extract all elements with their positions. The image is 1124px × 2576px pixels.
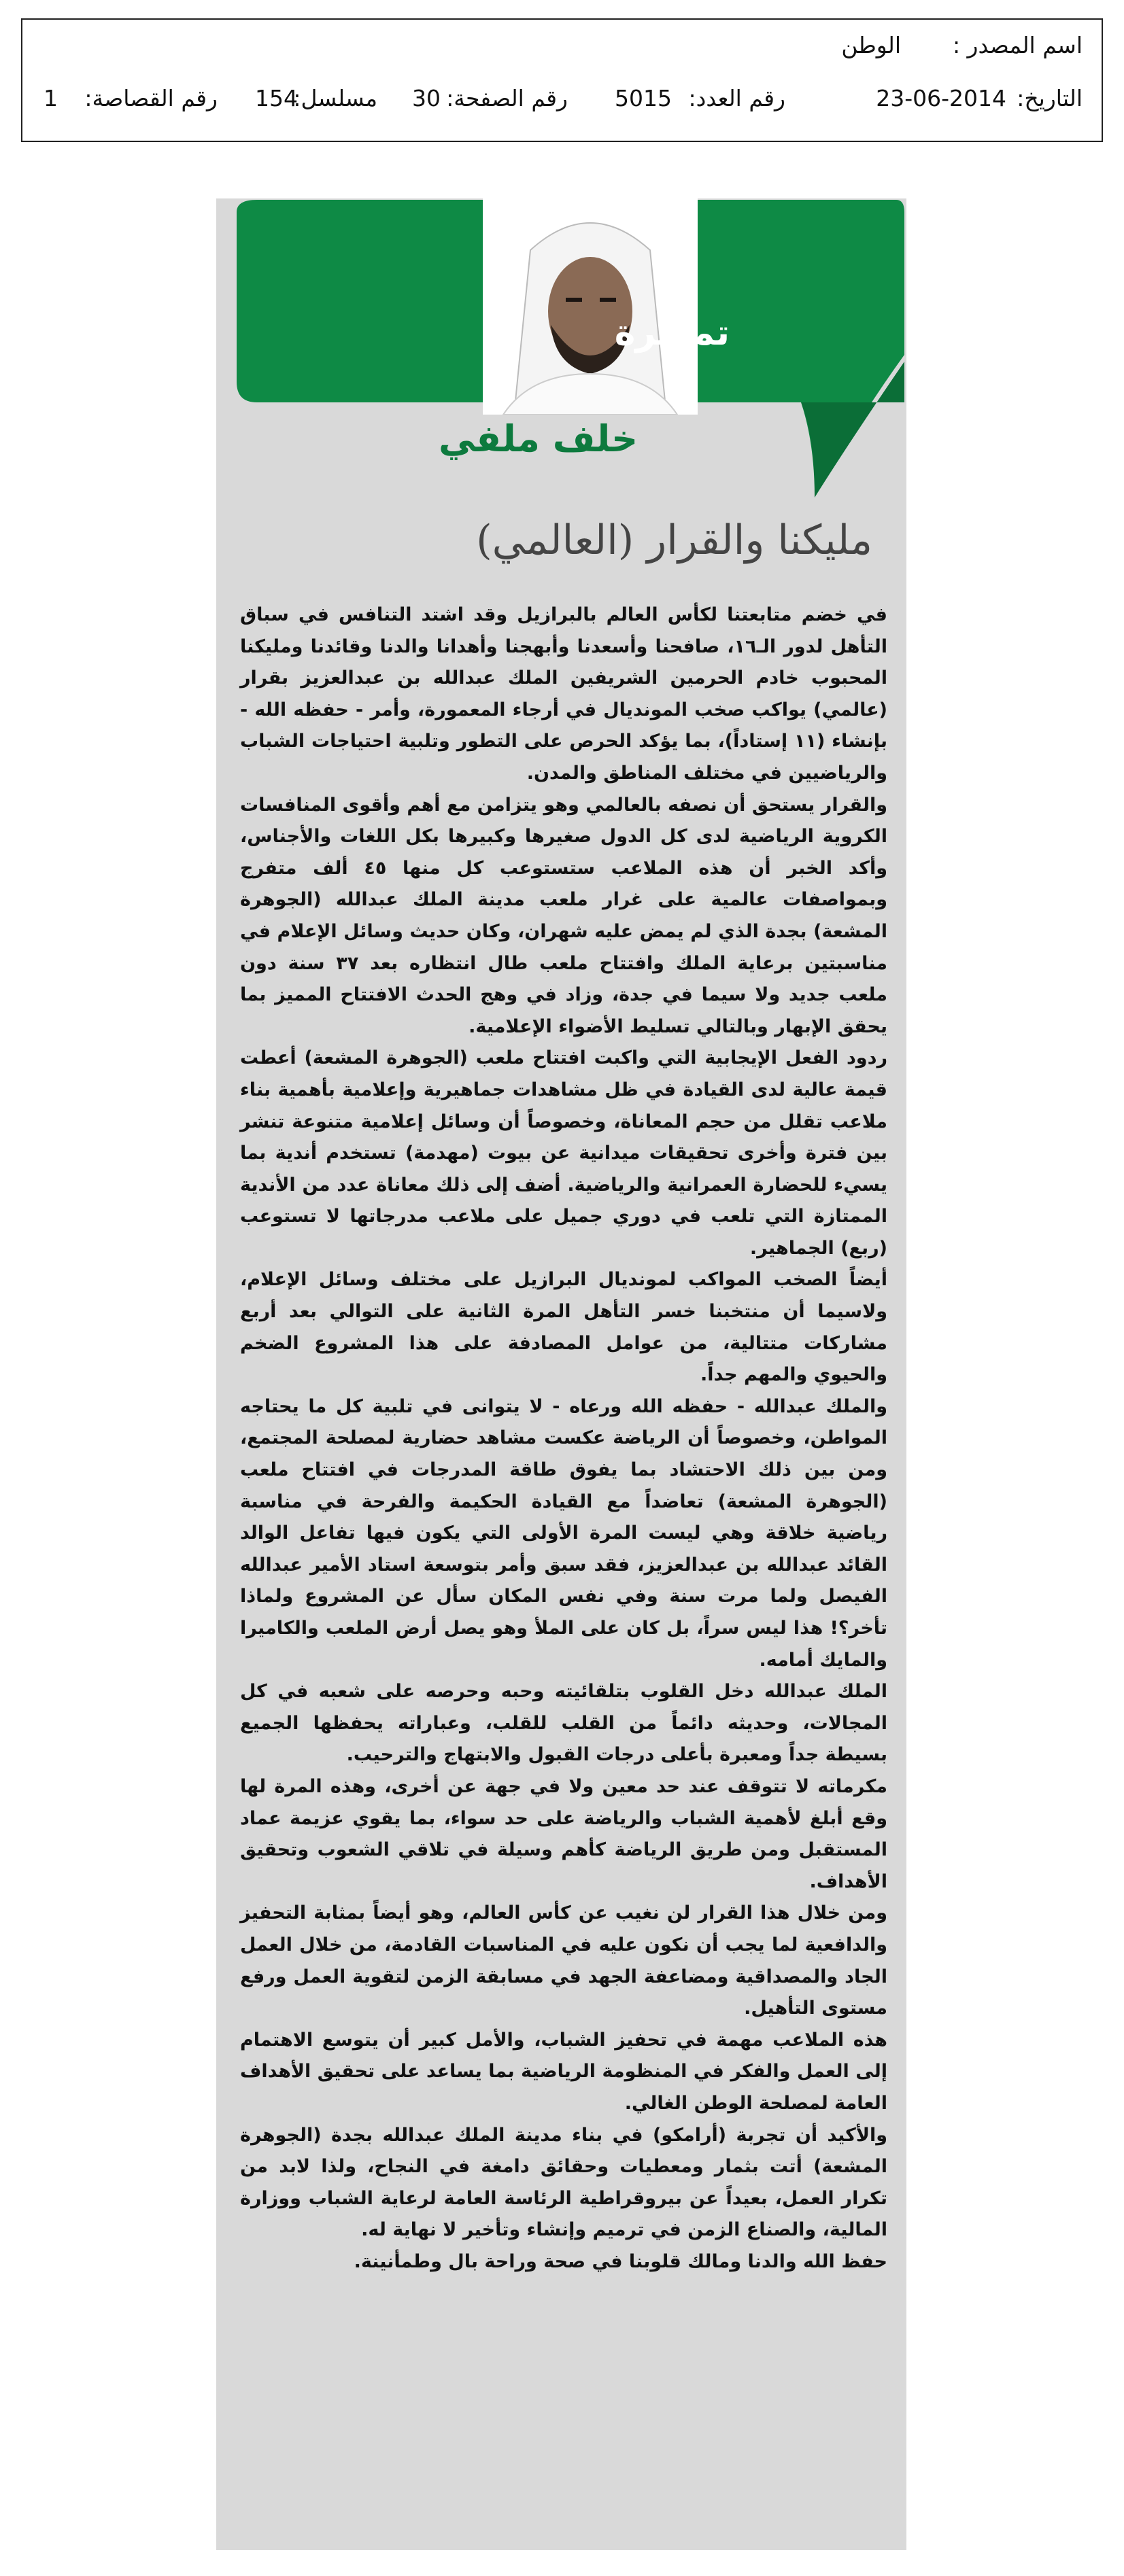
source-label: اسم المصدر :: [952, 32, 1083, 58]
article-paragraph: والملك عبدالله - حفظه الله ورعاه - لا يتوانى في تلبية كل ما يحتاجه المواطن، وخصوصاً أن الرياضة عكست مشاهد حضارية لمصلحة المجتمع، ومن بين ذلك الاحتشاد بما يفوق طاقة المدرجات في افتتاح ملعب (الجوهرة المشعة) تعاضداً مع القيادة الحكيمة والفرحة في مناسبة رياضية خلاقة وهي ليست المرة الأولى التي يكون فيها تفاعل الوالد القائد عبدالله بن عبدالعزيز، فقد سبق وأمر بتوسعة استاد الأمير عبدالله الفيصل ولما مرت سنة وفي نفس المكان سأل عن المشروع ولماذا تأخر؟! هذا ليس سراً، بل كان على الملأ وهو يصل أرض الملعب والكاميرا والمايك أمامه.: [240, 1395, 887, 1671]
article-paragraph: في خضم متابعتنا لكأس العالم بالبرازيل وقد اشتد التنافس في سباق التأهل لدور الـ١٦، صافحنا وأسعدنا وأبهجنا وأهدانا والدنا وقائدنا ومليكنا المحبوب خادم الحرمين الشريفين الملك عبدالله بن عبدالعزيز بقرار (عالمي) يواكب صخب المونديال في أرجاء المعمورة، وأمر - حفظه الله - بإنشاء (١١ إستاداً)، بما يؤكد الحرص على التطور وتلبية احتياجات الشباب والرياضيين في مختلف المناطق والمدن.: [240, 604, 887, 784]
article-headline: مليكنا والقرار (العالمي): [476, 517, 872, 564]
issue-value: 5015: [615, 85, 672, 111]
page-value: 30: [412, 85, 441, 111]
serial-label: مسلسل:: [293, 85, 377, 111]
serial-value: 154: [255, 85, 298, 111]
meta-row-details: [22, 85, 1102, 126]
article-clipping: [216, 198, 906, 2550]
author-portrait: [483, 198, 698, 415]
date-value: 23-06-2014: [876, 85, 1006, 111]
author-name: خلف ملفي: [438, 417, 638, 460]
article-paragraph: والقرار يستحق أن نصفه بالعالمي وهو يتزامن مع أهم وأقوى المنافسات الكروية الرياضية لدى كل الدول صغيرها وكبيرها بكل اللغات والأجناس، وأكد الخبر أن هذه الملاعب ستستوعب كل منها ٤٥ ألف متفرج وبمواصفات عالمية على غرار ملعب مدينة الملك عبدالله (الجوهرة المشعة) بجدة الذي لم يمض عليه شهران، وكان حديث وسائل الإعلام في مناسبتين برعاية الملك وافتتاح ملعب طال انتظاره بعد ٣٧ سنة دون ملعب جديد ولا سيما في جدة، وزاد في وهج الحدث الافتتاح المميز بما يحقق الإبهار وبالتالي تسليط الأضواء الإعلامية.: [240, 794, 887, 1037]
clipping-metadata-box: [21, 18, 1103, 142]
article-body: [240, 599, 887, 2278]
article-paragraph: هذه الملاعب مهمة في تحفيز الشباب، والأمل كبير أن يتوسع الاهتمام إلى العمل والفكر في المنظومة الرياضية بما يساعد على تحقيق الأهداف العامة لمصلحة الوطن الغالي.: [240, 2029, 887, 2114]
date-label: التاريخ:: [1017, 85, 1083, 111]
article-paragraph: ردود الفعل الإيجابية التي واكبت افتتاح ملعب (الجوهرة المشعة) أعطت قيمة عالية لدى القيادة في ظل مشاهدات جماهيرية وإعلامية بأهمية بناء ملاعب تقلل من حجم المعاناة، وخصوصاً أن وسائل إعلامية متنوعة تنشر بين فترة وأخرى تحقيقات ميدانية عن بيوت (مهدمة) تستخدم أندية بما يسيء للحضارة العمرانية والرياضية. أضف إلى ذلك معاناة عدد من الأندية الممتازة التي تلعب في دوري جميل على ملاعب مدرجاتها لا تستوعب (ربع) الجماهير.: [240, 1047, 887, 1259]
article-paragraph: الملك عبدالله دخل القلوب بتلقائيته وحبه وحرصه على شعبه في كل المجالات، وحديثه دائماً من القلب للقلب، وعباراته يحفظها الجميع بسيطة جداً ومعبرة بأعلى درجات القبول والابتهاج والترحيب.: [240, 1681, 887, 1766]
article-paragraph: ومن خلال هذا القرار لن نغيب عن كأس العالم، وهو أيضاً بمثابة التحفيز والدافعية لما يجب أن نكون عليه في المناسبات القادمة، من خلال العمل الجاد والمصداقية ومضاعفة الجهد في مسابقة الزمن لتقوية العمل ورفع مستوى التأهيل.: [240, 1902, 887, 2019]
clip-value: 1: [44, 85, 58, 111]
article-paragraph: أيضاً الصخب المواكب لمونديال البرازيل على مختلف وسائل الإعلام، ولاسيما أن منتخبنا خسر التأهل المرة الثانية على التوالي بعد أربع مشاركات متتالية، من عوامل المصادفة على هذا المشروع الضخم والحيوي والمهم جداً.: [240, 1269, 887, 1386]
page-label: رقم الصفحة:: [446, 85, 568, 111]
article-paragraph: والأكيد أن تجربة (أرامكو) في بناء مدينة الملك عبدالله بجدة (الجوهرة المشعة) أتت بثمار ومعطيات وحقائق دامغة في النجاح، ولذا لابد من تكرار العمل، بعيداً عن بيروقراطية الرئاسة العامة لرعاية الشباب ووزارة المالية، والصناع الزمن في ترميم وإنشاء وتأخير لا نهاية له.: [240, 2124, 887, 2241]
meta-row-source: [22, 32, 1102, 73]
column-name-title: تمريرة: [614, 313, 730, 353]
issue-label: رقم العدد:: [688, 85, 785, 111]
clip-label: رقم القصاصة:: [84, 85, 218, 111]
source-value: الوطن: [841, 32, 901, 58]
article-paragraph: مكرماته لا تتوقف عند حد معين ولا في جهة عن أخرى، وهذه المرة لها وقع أبلغ لأهمية الشباب والرياضة على حد سواء، بما يقوي عزيمة عماد المستقبل ومن طريق الرياضة كأهم وسيلة في تلاقي الشعوب وتحقيق الأهداف.: [240, 1775, 887, 1892]
column-header: [216, 198, 906, 504]
article-paragraph: حفظ الله والدنا ومالك قلوبنا في صحة وراحة بال وطمأنينة.: [354, 2250, 887, 2272]
